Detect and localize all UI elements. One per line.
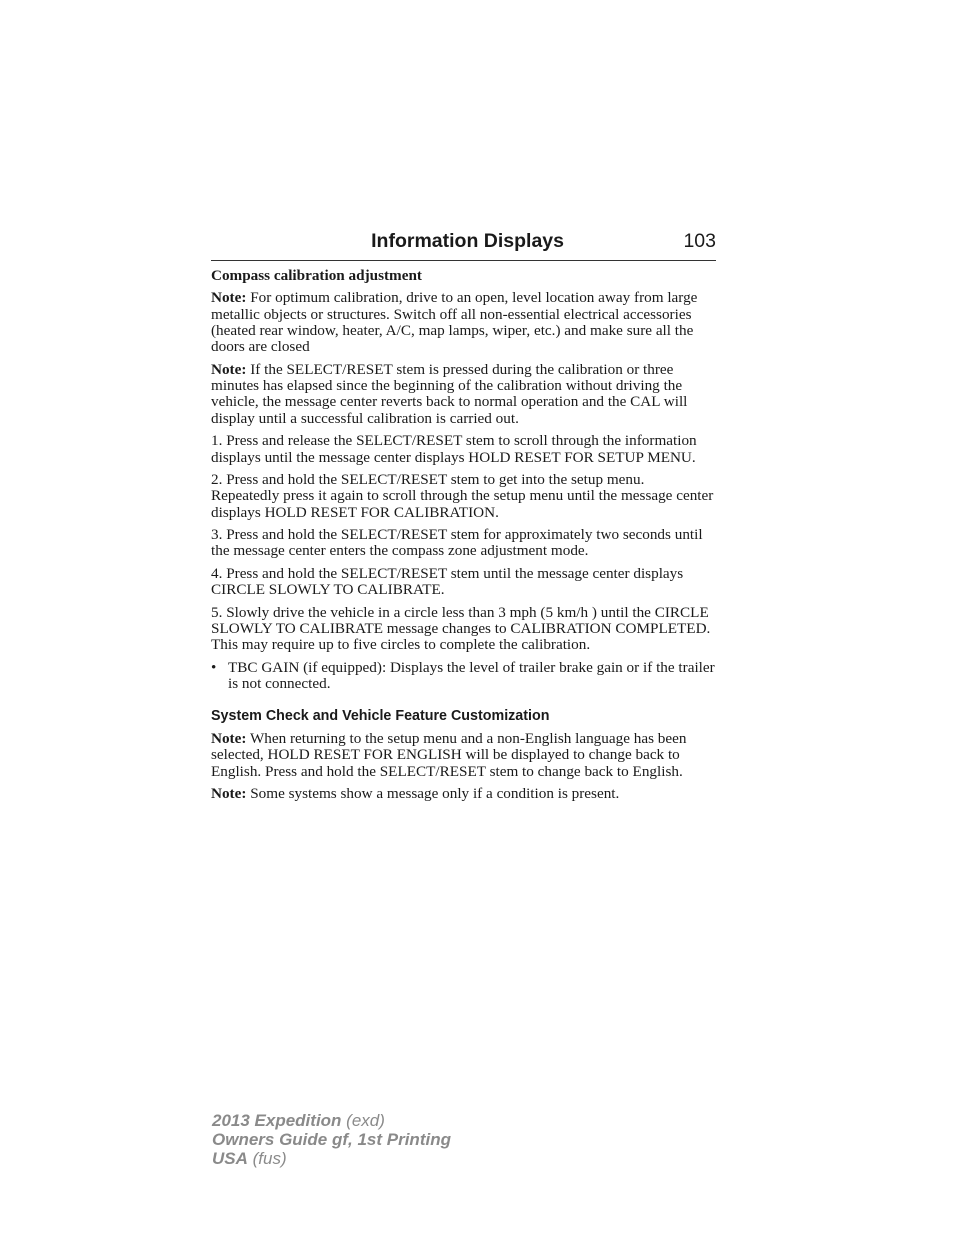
- step-4: 4. Press and hold the SELECT/RESET stem until the message center displays CIRCLE SLOWLY TO CALIBRATE.: [211, 564, 684, 599]
- step-3: 3. Press and hold the SELECT/RESET stem for approximately two seconds until the message center enters the compass zone adjustment mode.: [211, 526, 703, 560]
- step-5: 5. Slowly drive the vehicle in a circle less than 3 mph (5 km/h ) until the CIRCLE SLOWLY TO CALIBRATE message changes to CALIBRATION COMPLETED. This may require up to five circles to complete the calibration.: [211, 603, 711, 654]
- compass-note-1: [211, 290, 716, 355]
- system-check-note-1: [211, 731, 716, 780]
- system-check-note-2: [211, 786, 716, 802]
- bullet-icon: •: [211, 658, 217, 676]
- note-label: Note:: [211, 785, 247, 803]
- page-content: [211, 268, 716, 809]
- note-label: Note:: [211, 289, 247, 307]
- page-footer: [212, 1111, 451, 1169]
- note-text: For optimum calibration, drive to an open, level location away from large metallic objects or structures. Switch off all non-essential electrical accessories (heated rear window, heater, A/C, map lamps, wiper, etc.) and make sure all the doors are closed: [211, 289, 698, 356]
- compass-heading: Compass calibration adjustment: [211, 267, 422, 284]
- footer-line-1: [212, 1111, 451, 1130]
- note-label: Note:: [211, 360, 247, 378]
- step-2: 2. Press and hold the SELECT/RESET stem to get into the setup menu. Repeatedly press it again to scroll through the setup menu until the message center displays HOLD RESET FOR CALIBRATION.: [211, 471, 714, 521]
- note-text: If the SELECT/RESET stem is pressed during the calibration or three minutes has elapsed since the beginning of the calibration without driving the vehicle, the message center reverts back to normal operation and the CAL will display until a successful calibration is carried out.: [211, 360, 688, 427]
- footer-model-code: (exd): [341, 1111, 385, 1130]
- tbc-gain-bullet: [211, 660, 716, 693]
- note-text: When returning to the setup menu and a non-English language has been selected, HOLD RESET FOR ENGLISH will be displayed to change back to English. Press and hold the SELECT/RESET stem to change back to English.: [211, 730, 687, 780]
- page-header: [211, 228, 716, 261]
- step-1: 1. Press and release the SELECT/RESET stem to scroll through the information displays until the message center displays HOLD RESET FOR SETUP MENU.: [211, 432, 697, 466]
- footer-region: USA: [212, 1149, 248, 1169]
- footer-guide: Owners Guide gf, 1st Printing: [212, 1130, 451, 1150]
- footer-region-code: (fus): [247, 1149, 287, 1169]
- note-label: Note:: [211, 730, 247, 748]
- footer-line-2: [212, 1130, 451, 1149]
- footer-model: 2013 Expedition: [212, 1111, 342, 1130]
- bullet-text: TBC GAIN (if equipped): Displays the level of trailer brake gain or if the trailer is not connected.: [228, 658, 715, 693]
- compass-note-2: [211, 362, 716, 427]
- system-check-heading: System Check and Vehicle Feature Customization: [211, 708, 550, 725]
- note-text: Some systems show a message only if a condition is present.: [246, 785, 620, 803]
- footer-line-3: [212, 1149, 451, 1168]
- section-title: Information Displays: [371, 230, 564, 252]
- page-number: 103: [683, 230, 716, 252]
